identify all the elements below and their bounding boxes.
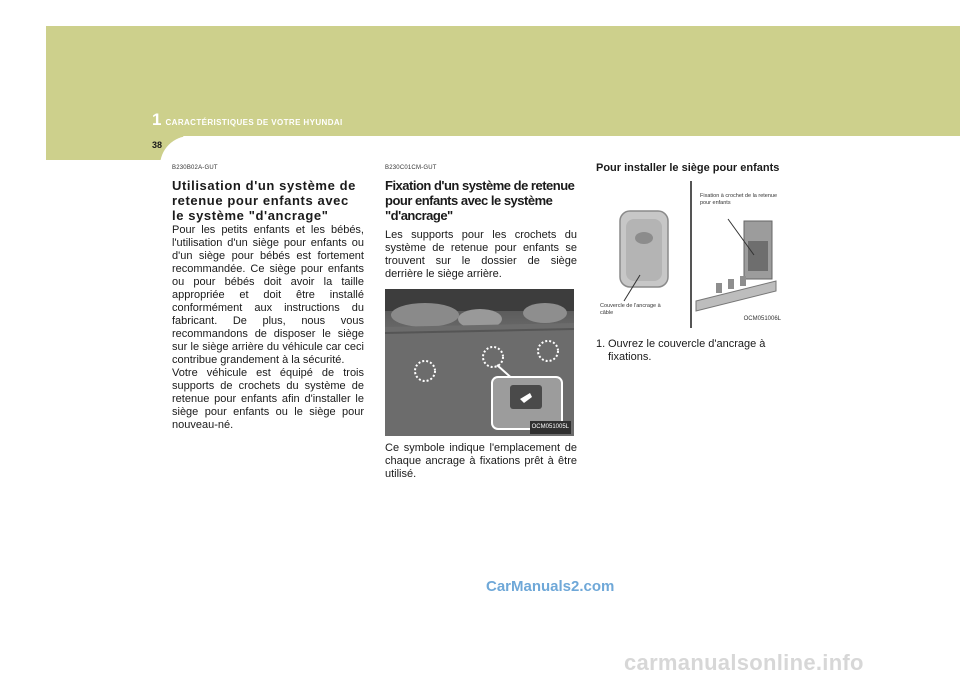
step-number: 1. [596, 338, 606, 350]
left-column [172, 162, 364, 432]
section-heading: Pour installer le siège pour enfants [596, 162, 780, 174]
section-code: B230C01CM-GUT [385, 165, 437, 171]
middle-column [385, 162, 577, 481]
watermark-link[interactable]: CarManuals2.com [486, 578, 615, 595]
step-text: Ouvrez le couvercle d'ancrage à fixations. [608, 338, 766, 363]
rear-seat-photo [385, 289, 574, 436]
chapter-number: 1 [152, 110, 162, 129]
page-number: 38 [152, 140, 163, 150]
section-heading: Utilisation d'un système de retenue pour enfants avec le système "d'ancrage" [172, 178, 356, 223]
image-caption: Ce symbole indique l'emplacement de chaque ancrage à fixations prêt à être utilisé. [385, 442, 577, 480]
chapter-title: CARACTÉRISTIQUES DE VOTRE HYUNDAI [165, 118, 343, 127]
section-code: B230B02A-GUT [172, 165, 218, 171]
section-body: Pour les petits enfants et les bébés, l'utilisation d'un siège pour enfants ou d'un siège pour bébés est fortement recommandée. Ce siège pour enfants ou pour bébés doit avoir la taille appropriée et doit être installé conformément aux instructions du fabricant. De plus, nous vous recommandons de disposer le siège sur le siège arrière du véhicule car ceci contribue grandement à la sécurité. [172, 224, 364, 366]
callout-cover: Couvercle de l'ancrage à câble [600, 303, 661, 316]
section-body: Les supports pour les crochets du système de retenue pour enfants se trouvent sur le dossier de siège derrière le siège arrière. [385, 229, 577, 280]
section-heading: Fixation d'un système de retenue pour enfants avec le système "d'ancrage" [385, 178, 575, 223]
rear-seat-illustration [385, 289, 574, 436]
chapter-heading [152, 110, 343, 130]
image-code: OCM051006L [743, 316, 781, 322]
anchor-cover-diagram [596, 181, 785, 328]
section-body-continued: Votre véhicule est équipé de trois supports de crochets du système de retenue pour enfants afin d'installer le siège pour enfants ou le siège pour nouveau-né. [172, 367, 364, 431]
callout-hook: Fixation à crochet de la retenue pour enfants [700, 193, 778, 206]
watermark-text: carmanualsonline.info [624, 650, 864, 675]
image-code: OCM051005L [530, 421, 571, 434]
instruction-step [596, 338, 786, 364]
right-column [596, 162, 786, 364]
